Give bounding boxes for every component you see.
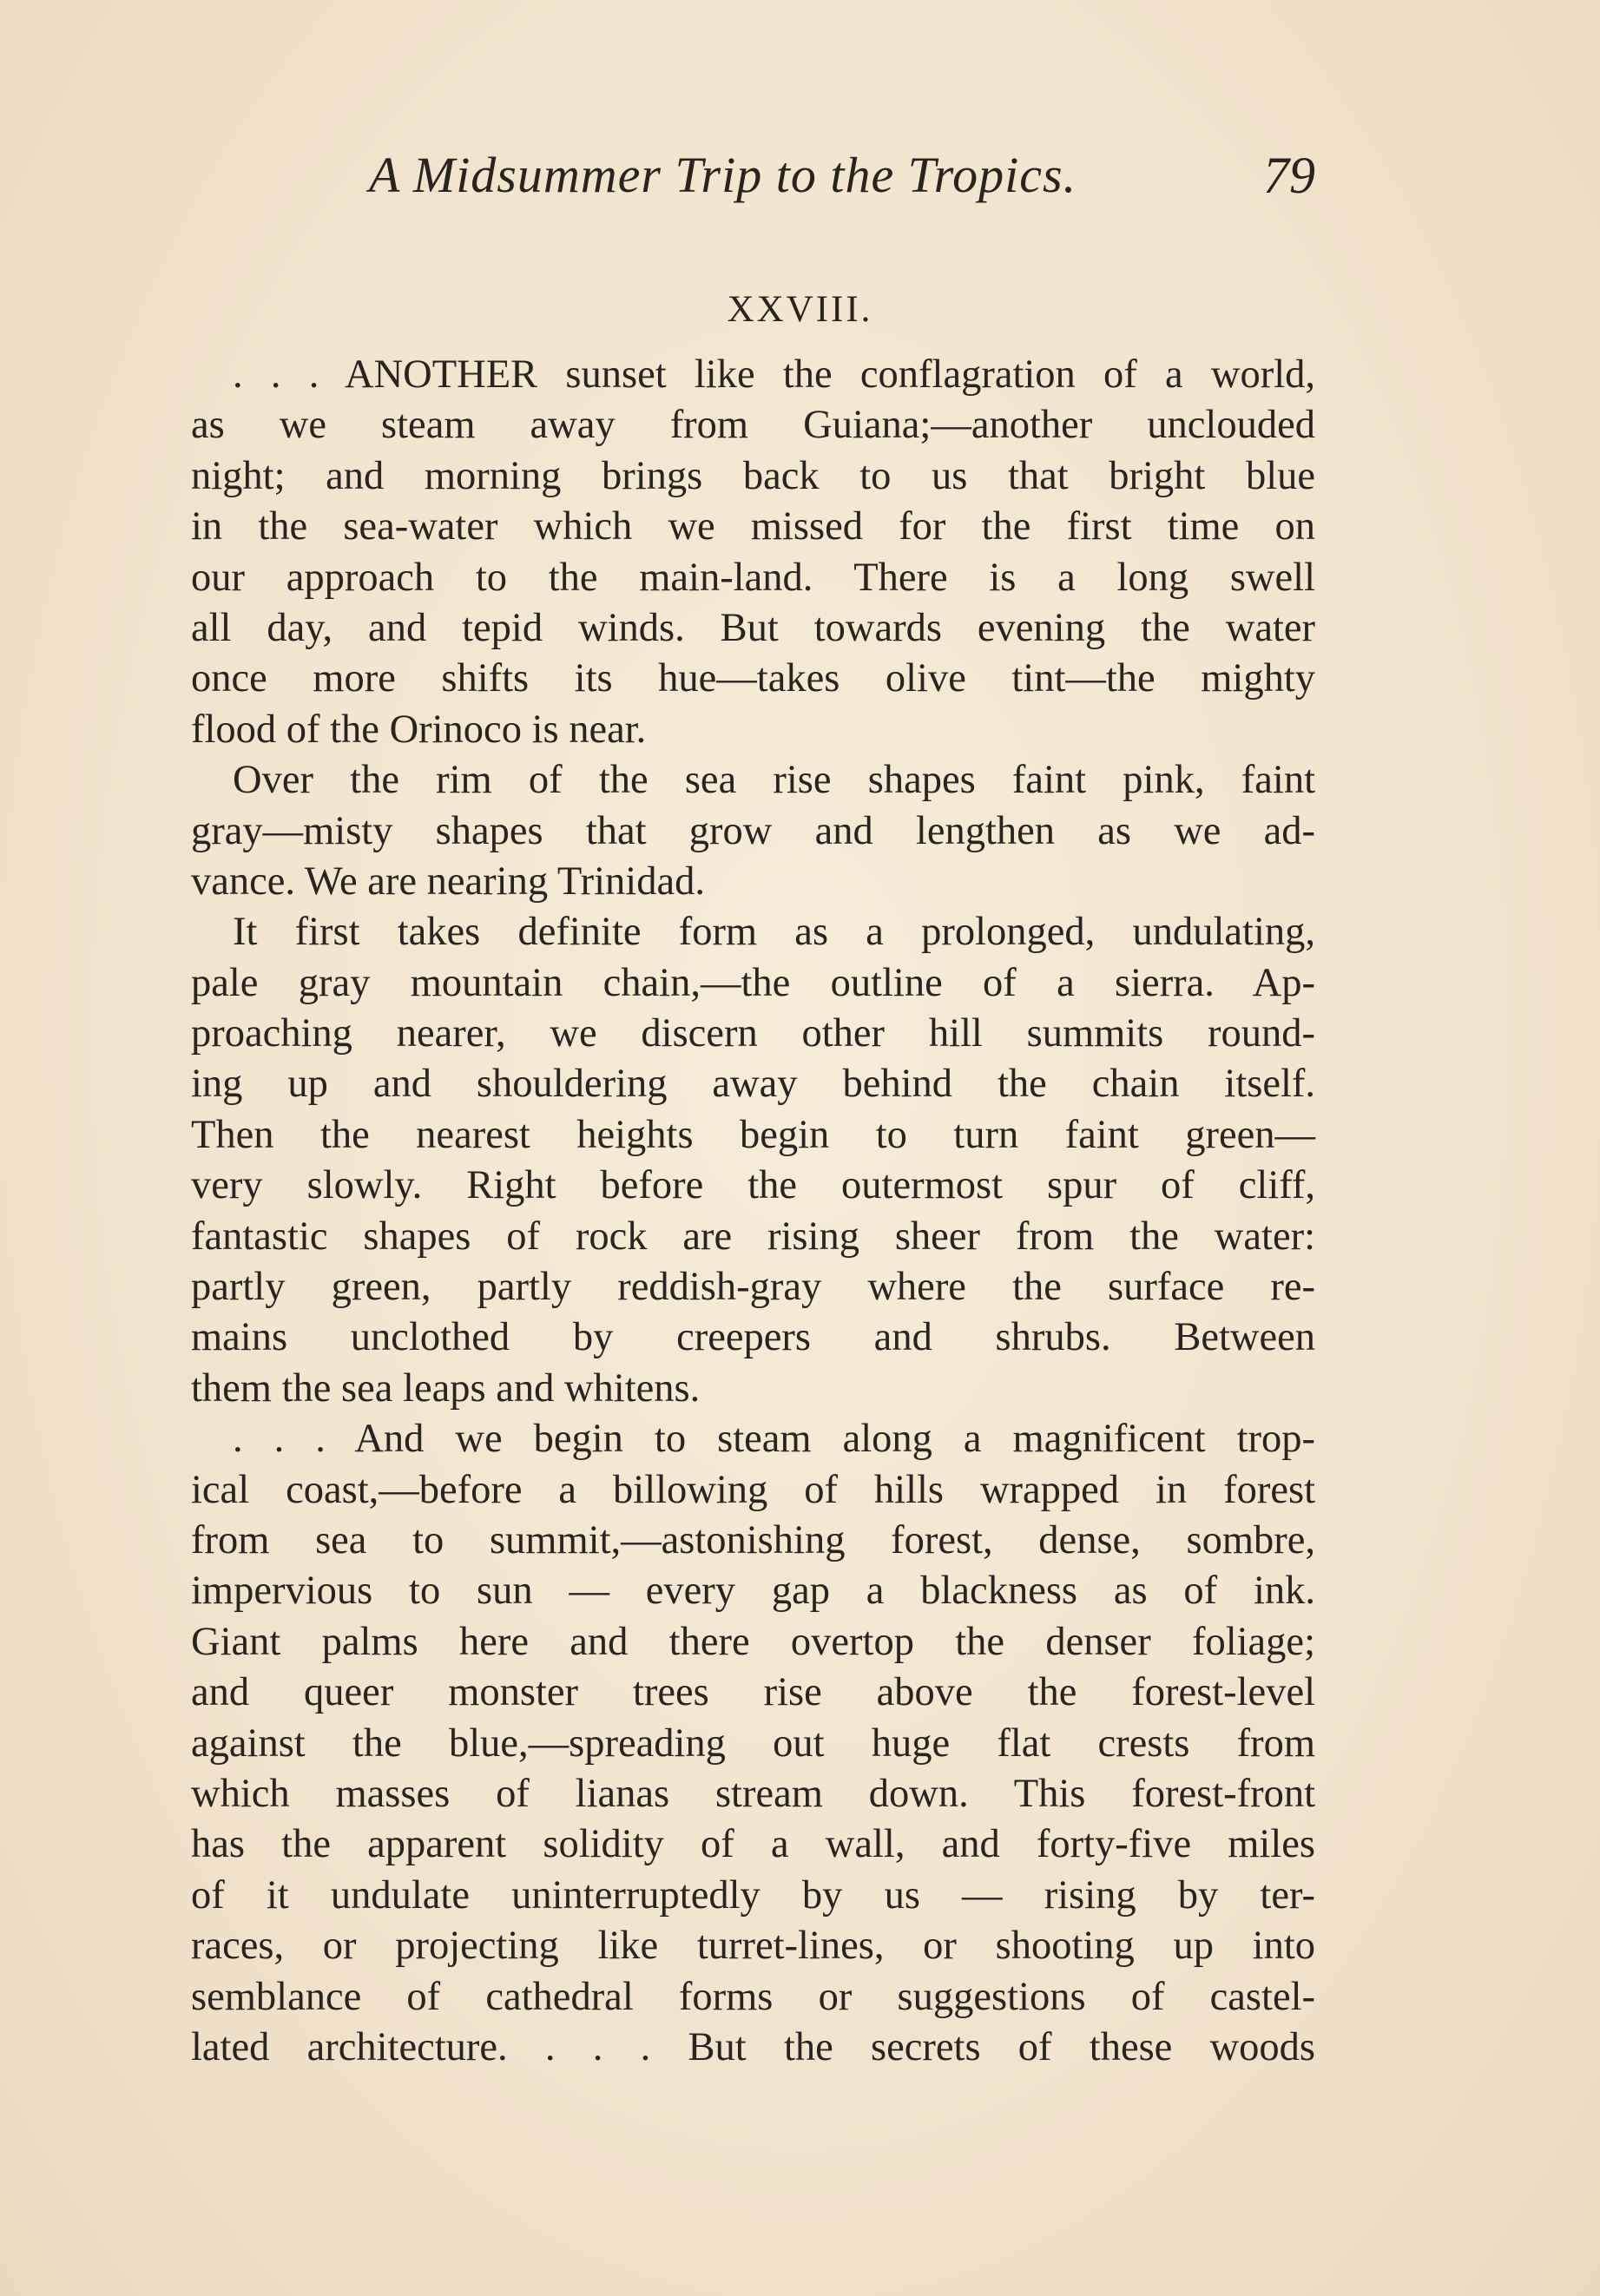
text-line: our approach to the main-land. There is a long swell	[191, 555, 1315, 600]
page-header	[369, 146, 1315, 224]
text-line: . . . And we begin to steam along a magnificent trop-	[233, 1417, 1315, 1462]
text-line: in the sea-water which we missed for the first time on	[191, 504, 1315, 549]
text-line: gray—misty shapes that grow and lengthen as we ad-	[191, 808, 1315, 853]
text-line: vance. We are nearing Trinidad.	[191, 859, 705, 904]
text-line: of it undulate uninterruptedly by us — rising by ter-	[191, 1872, 1315, 1918]
text-line: which masses of lianas stream down. This forest-front	[191, 1771, 1315, 1816]
text-line: very slowly. Right before the outermost spur of cliff,	[191, 1163, 1315, 1208]
text-line: It first takes definite form as a prolonged, undulating,	[233, 910, 1315, 955]
text-line: and queer monster trees rise above the forest-level	[191, 1670, 1315, 1715]
text-line: semblance of cathedral forms or suggestions of castel-	[191, 1974, 1315, 2019]
text-line: impervious to sun — every gap a blackness as of ink.	[191, 1569, 1315, 1614]
text-line: flood of the Orinoco is near.	[191, 707, 647, 752]
text-line: has the apparent solidity of a wall, and forty-five miles	[191, 1822, 1315, 1867]
text-line: partly green, partly reddish-gray where the surface re-	[191, 1265, 1315, 1310]
text-line: once more shifts its hue—takes olive tint—the mighty	[191, 656, 1315, 701]
text-line: Giant palms here and there overtop the denser foliage;	[191, 1619, 1315, 1664]
text-line: against the blue,—spreading out huge flat crests from	[191, 1720, 1315, 1766]
text-line: ical coast,—before a billowing of hills wrapped in forest	[191, 1467, 1315, 1512]
body-text	[191, 350, 1315, 2073]
text-line: night; and morning brings back to us that bright blue	[191, 453, 1315, 498]
page-number: 79	[1263, 147, 1315, 204]
text-line: them the sea leaps and whitens.	[191, 1365, 701, 1411]
text-line: pale gray mountain chain,—the outline of a sierra. Ap-	[191, 960, 1315, 1005]
text-line: as we steam away from Guiana;—another unclouded	[191, 403, 1315, 448]
text-line: fantastic shapes of rock are rising sheer from the water:	[191, 1214, 1315, 1259]
text-line: Over the rim of the sea rise shapes faint pink, faint	[233, 758, 1315, 803]
text-line: lated architecture. . . . But the secrets of these woods	[191, 2024, 1315, 2069]
text-line: . . . ANOTHER sunset like the conflagration of a world,	[233, 352, 1315, 397]
text-line: from sea to summit,—astonishing forest, dense, sombre,	[191, 1517, 1315, 1562]
chapter-heading: XXVIII.	[727, 289, 873, 330]
text-line: races, or projecting like turret-lines, or shooting up into	[191, 1924, 1315, 1969]
text-line: Then the nearest heights begin to turn faint green—	[191, 1112, 1315, 1157]
text-line: proaching nearer, we discern other hill summits round-	[191, 1011, 1315, 1056]
text-line: ing up and shouldering away behind the chain itself.	[191, 1062, 1315, 1107]
text-line: all day, and tepid winds. But towards evening the water	[191, 605, 1315, 650]
text-line: mains unclothed by creepers and shrubs. Between	[191, 1315, 1315, 1360]
running-title: A Midsummer Trip to the Tropics.	[369, 147, 1077, 203]
